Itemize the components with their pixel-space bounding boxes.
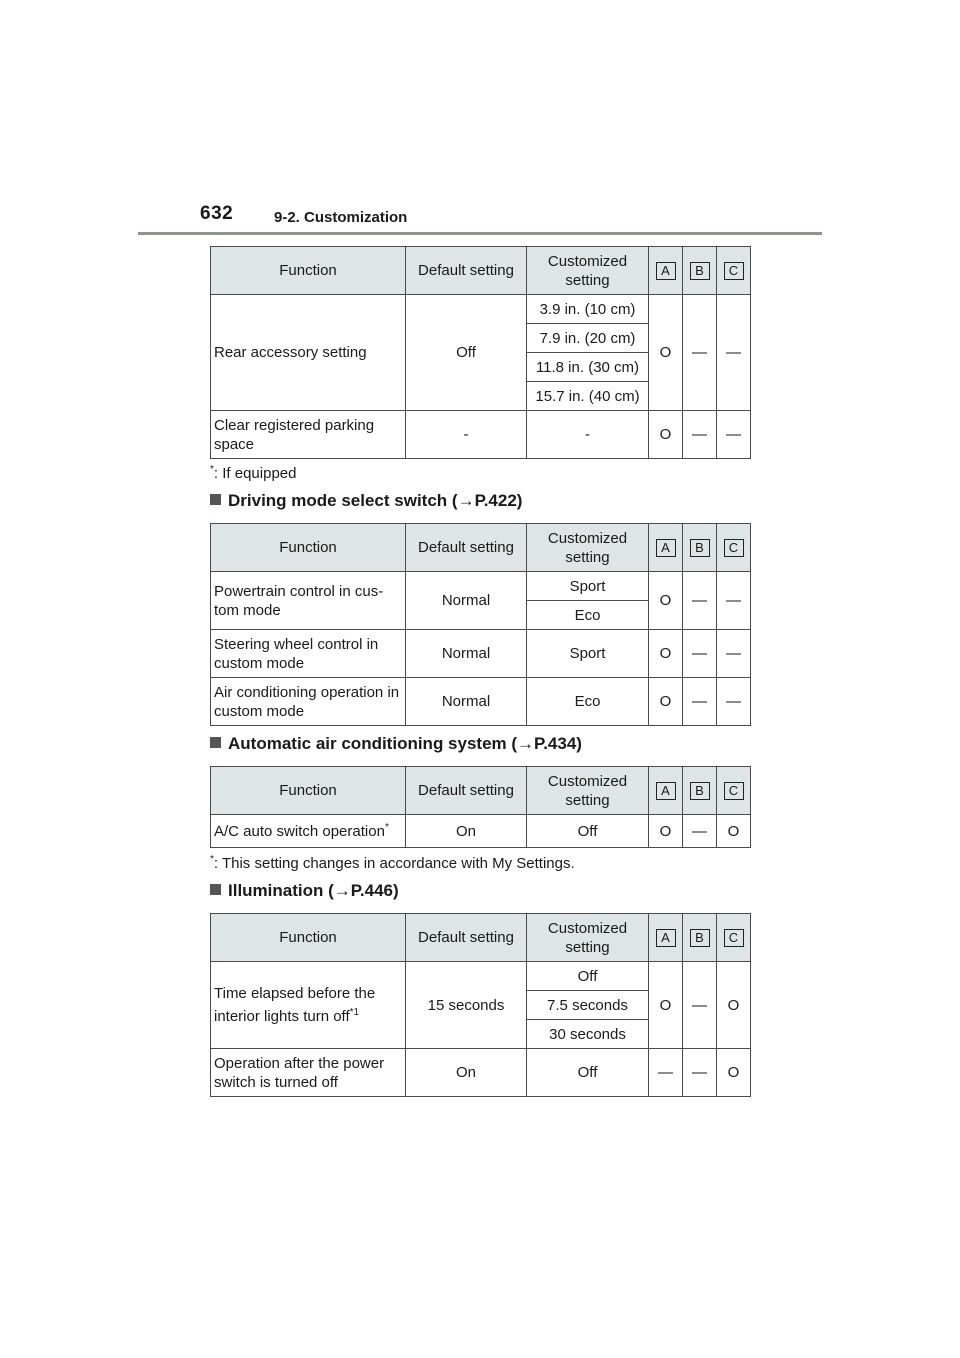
- table-row: [211, 815, 751, 848]
- header-customized: Customized setting: [527, 767, 649, 815]
- square-bullet-icon: [210, 494, 221, 505]
- c-cell: —: [717, 572, 751, 630]
- a-cell: O: [649, 678, 683, 726]
- subhead-driving-mode: Driving mode select switch (→P.422): [210, 491, 522, 511]
- function-cell: Time elapsed before the interior lights turn off$^{*1}$: [211, 962, 406, 1049]
- header-c: C: [717, 914, 751, 962]
- table-row: [211, 630, 751, 678]
- arrow-icon: →: [333, 881, 351, 900]
- c-cell: —: [717, 295, 751, 411]
- header-c: C: [717, 767, 751, 815]
- option-cell: Sport: [527, 630, 649, 678]
- a-cell: O: [649, 815, 683, 848]
- b-cell: —: [683, 295, 717, 411]
- c-cell: O: [717, 962, 751, 1049]
- rear-accessory-table: [210, 246, 751, 459]
- header-rule: [138, 232, 822, 235]
- header-default: Default setting: [406, 247, 527, 295]
- b-cell: —: [683, 572, 717, 630]
- table-header-row: [211, 247, 751, 295]
- option-cell: Off: [527, 1049, 649, 1097]
- default-cell: 15 seconds: [406, 962, 527, 1049]
- b-cell: —: [683, 630, 717, 678]
- arrow-icon: →: [517, 734, 535, 753]
- header-function: Function: [211, 524, 406, 572]
- option-cell: Off: [527, 962, 649, 991]
- header-default: Default setting: [406, 767, 527, 815]
- header-b: B: [683, 247, 717, 295]
- option-cell: Sport: [527, 572, 649, 601]
- arrow-icon: →: [457, 491, 475, 510]
- a-cell: —: [649, 1049, 683, 1097]
- option-cell: 15.7 in. (40 cm): [527, 382, 649, 411]
- table-row: [211, 411, 751, 459]
- c-cell: —: [717, 678, 751, 726]
- table-header-row: [211, 767, 751, 815]
- header-c: C: [717, 524, 751, 572]
- header-default: Default setting: [406, 914, 527, 962]
- subhead-air-conditioning: Automatic air conditioning system (→P.434): [210, 734, 582, 754]
- b-cell: —: [683, 815, 717, 848]
- default-cell: On: [406, 815, 527, 848]
- option-cell: 11.8 in. (30 cm): [527, 353, 649, 382]
- header-default: Default setting: [406, 524, 527, 572]
- a-cell: O: [649, 411, 683, 459]
- page-number: 632: [200, 203, 234, 224]
- header-a: A: [649, 247, 683, 295]
- c-cell: —: [717, 411, 751, 459]
- square-bullet-icon: [210, 884, 221, 895]
- option-cell: Eco: [527, 678, 649, 726]
- default-cell: On: [406, 1049, 527, 1097]
- option-cell: 7.5 seconds: [527, 991, 649, 1020]
- ac-table: [210, 766, 751, 848]
- table-row: [211, 678, 751, 726]
- driving-mode-table: [210, 523, 751, 726]
- header-customized: Customized setting: [527, 247, 649, 295]
- table-row: [211, 962, 751, 991]
- a-cell: O: [649, 295, 683, 411]
- c-cell: O: [717, 815, 751, 848]
- option-cell: 30 seconds: [527, 1020, 649, 1049]
- b-cell: —: [683, 411, 717, 459]
- a-cell: O: [649, 630, 683, 678]
- footnote-my-settings: *: This setting changes in accordance with My Settings.: [210, 854, 575, 872]
- default-cell: Off: [406, 295, 527, 411]
- illumination-table: [210, 913, 751, 1097]
- function-cell: Steering wheel control in custom mode: [211, 630, 406, 678]
- option-cell: Eco: [527, 601, 649, 630]
- header-function: Function: [211, 914, 406, 962]
- function-cell: Air conditioning operation in custom mode: [211, 678, 406, 726]
- table-row: [211, 295, 751, 324]
- b-cell: —: [683, 962, 717, 1049]
- header-a: A: [649, 524, 683, 572]
- header-a: A: [649, 767, 683, 815]
- table-row: [211, 572, 751, 601]
- footnote-if-equipped: *: If equipped: [210, 464, 297, 482]
- function-cell: A/C auto switch operation*: [211, 815, 406, 848]
- a-cell: O: [649, 572, 683, 630]
- option-cell: Off: [527, 815, 649, 848]
- section-title: 9-2. Customization: [274, 209, 408, 226]
- header-a: A: [649, 914, 683, 962]
- header-b: B: [683, 914, 717, 962]
- default-cell: Normal: [406, 630, 527, 678]
- subhead-illumination: Illumination (→P.446): [210, 881, 399, 901]
- header-b: B: [683, 767, 717, 815]
- header-customized: Customized setting: [527, 914, 649, 962]
- header-function: Function: [211, 767, 406, 815]
- option-cell: 3.9 in. (10 cm): [527, 295, 649, 324]
- option-cell: 7.9 in. (20 cm): [527, 324, 649, 353]
- function-cell: Clear registered parking space: [211, 411, 406, 459]
- function-cell: Rear accessory setting: [211, 295, 406, 411]
- square-bullet-icon: [210, 737, 221, 748]
- option-cell: -: [527, 411, 649, 459]
- function-cell: Powertrain control in cus-tom mode: [211, 572, 406, 630]
- header-b: B: [683, 524, 717, 572]
- header-customized: Customized setting: [527, 524, 649, 572]
- b-cell: —: [683, 1049, 717, 1097]
- c-cell: —: [717, 630, 751, 678]
- table-row: [211, 1049, 751, 1097]
- table-header-row: [211, 914, 751, 962]
- header-function: Function: [211, 247, 406, 295]
- default-cell: -: [406, 411, 527, 459]
- a-cell: O: [649, 962, 683, 1049]
- b-cell: —: [683, 678, 717, 726]
- function-cell: Operation after the power switch is turned off: [211, 1049, 406, 1097]
- default-cell: Normal: [406, 572, 527, 630]
- table-header-row: [211, 524, 751, 572]
- c-cell: O: [717, 1049, 751, 1097]
- default-cell: Normal: [406, 678, 527, 726]
- header-c: C: [717, 247, 751, 295]
